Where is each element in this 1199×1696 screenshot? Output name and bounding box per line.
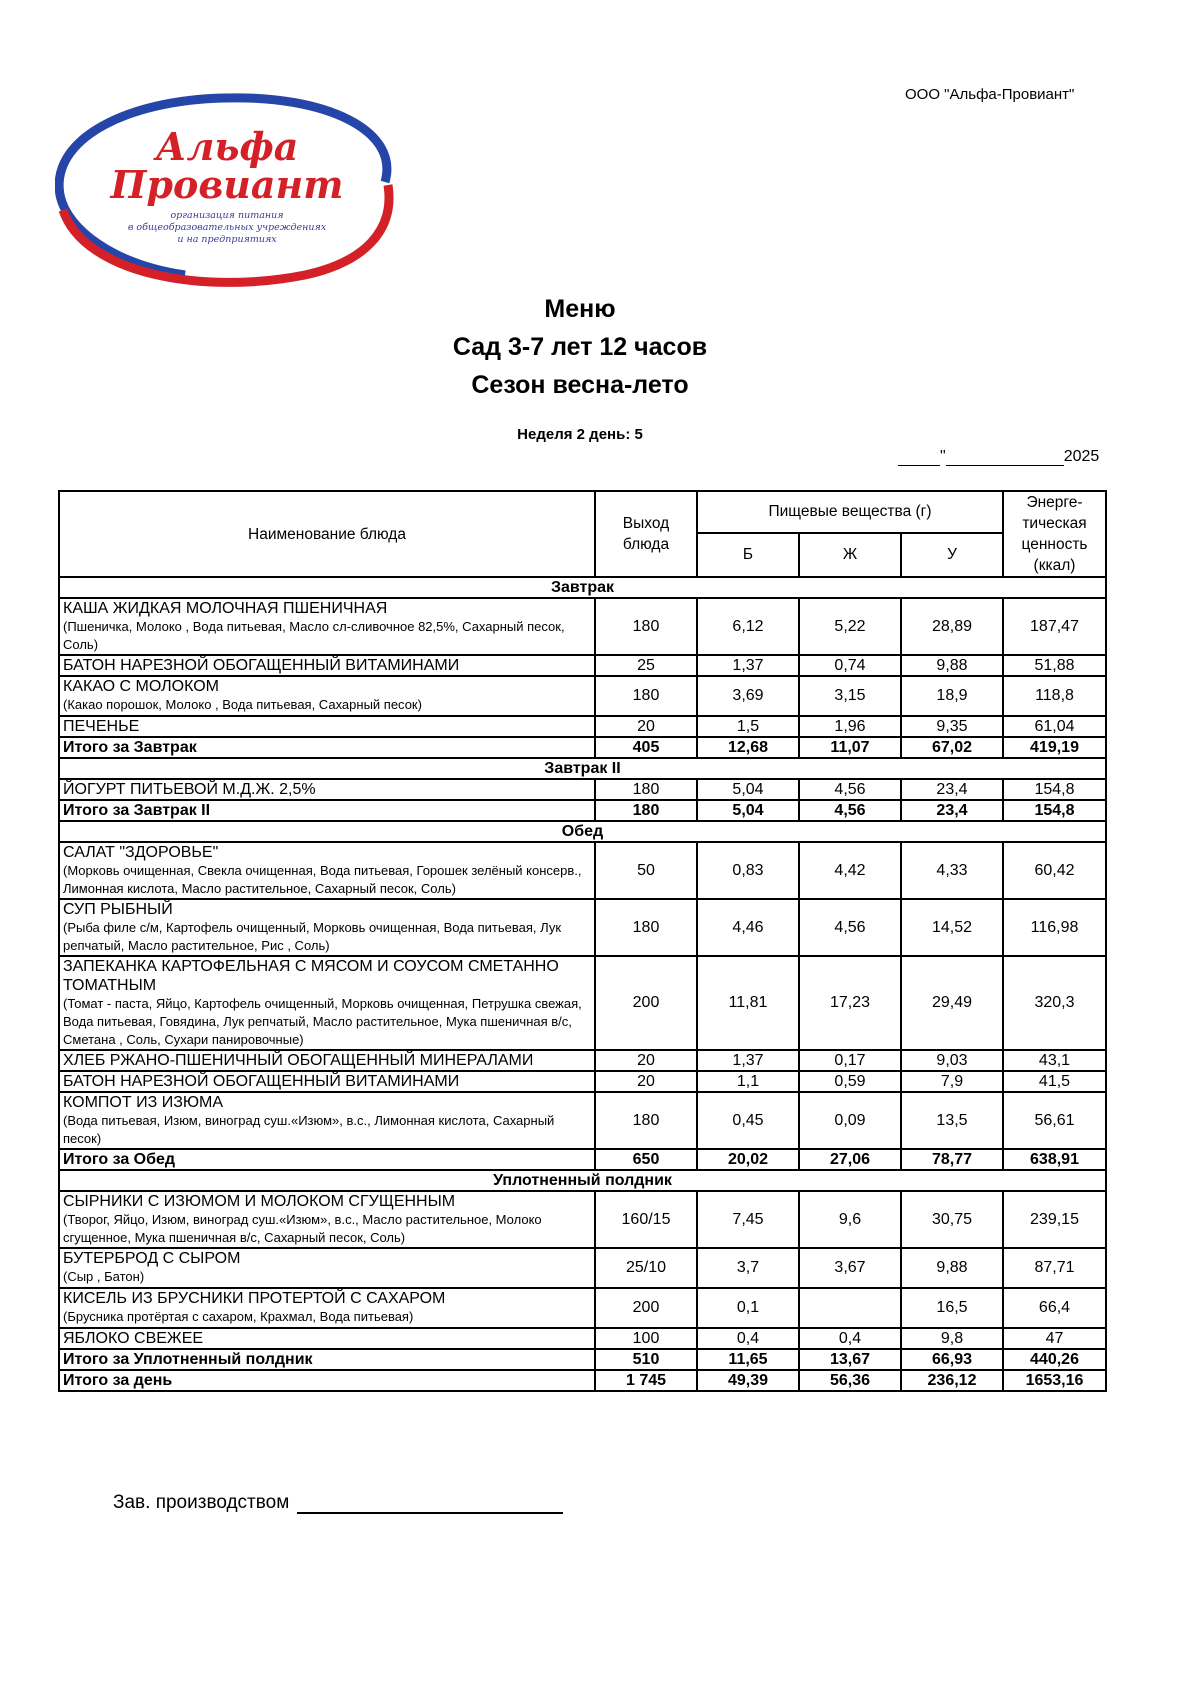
dish-name-cell [59, 1092, 595, 1149]
energy-cell: 47 [1003, 1328, 1106, 1349]
page-title: Меню [544, 295, 616, 323]
day-total-protein-cell: 49,39 [697, 1370, 799, 1391]
protein-cell: 0,4 [697, 1328, 799, 1349]
yield-cell: 20 [595, 1050, 697, 1071]
total-carbs-cell: 66,93 [901, 1349, 1003, 1370]
logo-tagline-2: в общеобразовательных учреждениях [127, 222, 327, 233]
carbs-cell: 13,5 [901, 1092, 1003, 1149]
fat-cell: 5,22 [799, 598, 901, 655]
header-fat: Ж [799, 533, 901, 577]
dish-ingredients: (Какао порошок, Молоко , Вода питьевая, Сахарный песок) [63, 697, 422, 712]
fat-cell: 9,6 [799, 1191, 901, 1248]
total-yield-cell: 180 [595, 800, 697, 821]
dish-row [59, 779, 1106, 800]
total-yield-cell: 405 [595, 737, 697, 758]
energy-cell: 43,1 [1003, 1050, 1106, 1071]
protein-cell: 3,7 [697, 1248, 799, 1288]
date-line [898, 448, 1099, 466]
day-total-label: Итого за день [59, 1370, 595, 1391]
dish-name: ЗАПЕКАНКА КАРТОФЕЛЬНАЯ С МЯСОМ И СОУСОМ СМЕТАННО ТОМАТНЫМ [63, 958, 559, 994]
fat-cell: 4,42 [799, 842, 901, 899]
total-yield-cell: 510 [595, 1349, 697, 1370]
energy-cell: 187,47 [1003, 598, 1106, 655]
total-energy-cell: 638,91 [1003, 1149, 1106, 1170]
carbs-cell: 23,4 [901, 779, 1003, 800]
energy-cell: 41,5 [1003, 1071, 1106, 1092]
date-year: 2025 [1063, 448, 1100, 465]
logo-tagline-3: и на предприятиях [177, 234, 277, 245]
section-total-row [59, 1149, 1106, 1170]
total-label: Итого за Завтрак II [59, 800, 595, 821]
dish-name-cell [59, 779, 595, 800]
total-energy-cell: 154,8 [1003, 800, 1106, 821]
yield-cell: 200 [595, 956, 697, 1050]
protein-cell: 6,12 [697, 598, 799, 655]
fat-cell: 0,09 [799, 1092, 901, 1149]
total-carbs-cell: 67,02 [901, 737, 1003, 758]
energy-cell: 116,98 [1003, 899, 1106, 956]
protein-cell: 1,5 [697, 716, 799, 737]
dish-row [59, 956, 1106, 1050]
dish-ingredients: (Сыр , Батон) [63, 1269, 145, 1284]
total-carbs-cell: 78,77 [901, 1149, 1003, 1170]
carbs-cell: 9,88 [901, 655, 1003, 676]
dish-row [59, 1248, 1106, 1288]
logo-name-2: Провиант [110, 162, 344, 207]
dish-row [59, 1050, 1106, 1071]
dish-ingredients: (Морковь очищенная, Свекла очищенная, Вода питьевая, Горошек зелёный консерв., Лимонная кислота, Масло растительное, Сахарный песок, Соль) [63, 863, 582, 896]
dish-name-cell [59, 716, 595, 737]
energy-cell: 61,04 [1003, 716, 1106, 737]
protein-cell: 5,04 [697, 779, 799, 800]
protein-cell: 1,37 [697, 655, 799, 676]
yield-cell: 50 [595, 842, 697, 899]
dish-row [59, 1328, 1106, 1349]
dish-name: БАТОН НАРЕЗНОЙ ОБОГАЩЕННЫЙ ВИТАМИНАМИ [63, 1073, 460, 1090]
dish-row [59, 1288, 1106, 1328]
section-total-row [59, 1349, 1106, 1370]
dish-name: СЫРНИКИ С ИЗЮМОМ И МОЛОКОМ СГУЩЕННЫМ [63, 1193, 456, 1210]
carbs-cell: 14,52 [901, 899, 1003, 956]
section-row [59, 577, 1106, 598]
fat-cell: 4,56 [799, 779, 901, 800]
carbs-cell: 9,03 [901, 1050, 1003, 1071]
dish-name: САЛАТ "ЗДОРОВЬЕ" [63, 844, 219, 861]
protein-cell: 3,69 [697, 676, 799, 716]
energy-cell: 320,3 [1003, 956, 1106, 1050]
dish-name-cell [59, 676, 595, 716]
dish-row [59, 842, 1106, 899]
yield-cell: 160/15 [595, 1191, 697, 1248]
date-month-blank [946, 450, 1064, 466]
dish-row [59, 1071, 1106, 1092]
carbs-cell: 28,89 [901, 598, 1003, 655]
section-row [59, 821, 1106, 842]
dish-name-cell [59, 655, 595, 676]
day-total-fat-cell: 56,36 [799, 1370, 901, 1391]
protein-cell: 1,1 [697, 1071, 799, 1092]
protein-cell: 1,37 [697, 1050, 799, 1071]
day-total-carbs-cell: 236,12 [901, 1370, 1003, 1391]
dish-name-cell [59, 899, 595, 956]
day-total-row [59, 1370, 1106, 1391]
carbs-cell: 7,9 [901, 1071, 1003, 1092]
dish-name-cell [59, 1191, 595, 1248]
total-label: Итого за Обед [59, 1149, 595, 1170]
dish-ingredients: (Брусника протёртая с сахаром, Крахмал, Вода питьевая) [63, 1309, 414, 1324]
header-energy: Энерге-тическая ценность (ккал) [1003, 491, 1106, 577]
total-fat-cell: 11,07 [799, 737, 901, 758]
fat-cell: 0,74 [799, 655, 901, 676]
page-subtitle: Сад 3-7 лет 12 часов [452, 333, 708, 361]
signature-block [113, 1492, 563, 1514]
total-energy-cell: 440,26 [1003, 1349, 1106, 1370]
dish-name: КОМПОТ ИЗ ИЗЮМА [63, 1094, 224, 1111]
header-carbs: У [901, 533, 1003, 577]
dish-name: БУТЕРБРОД С СЫРОМ [63, 1250, 241, 1267]
total-protein-cell: 12,68 [697, 737, 799, 758]
menu-table [58, 490, 1107, 1392]
dish-ingredients: (Рыба филе с/м, Картофель очищенный, Морковь очищенная, Вода питьевая, Лук репчатый, Масло растительное, Рис , Соль) [63, 920, 562, 953]
alfa-proviant-logo [55, 90, 395, 290]
company-name: ООО "Альфа-Провиант" [905, 86, 1075, 103]
section-row [59, 1170, 1106, 1191]
section-title: Уплотненный полдник [59, 1170, 1106, 1191]
yield-cell: 180 [595, 598, 697, 655]
total-label: Итого за Уплотненный полдник [59, 1349, 595, 1370]
dish-name-cell [59, 1248, 595, 1288]
energy-cell: 66,4 [1003, 1288, 1106, 1328]
yield-cell: 180 [595, 676, 697, 716]
dish-row [59, 598, 1106, 655]
fat-cell: 17,23 [799, 956, 901, 1050]
section-title: Завтрак II [59, 758, 1106, 779]
yield-cell: 180 [595, 1092, 697, 1149]
fat-cell: 3,15 [799, 676, 901, 716]
section-total-row [59, 800, 1106, 821]
yield-cell: 25/10 [595, 1248, 697, 1288]
yield-cell: 100 [595, 1328, 697, 1349]
carbs-cell: 9,35 [901, 716, 1003, 737]
signature-label: Зав. производством [113, 1492, 290, 1513]
dish-name-cell [59, 1328, 595, 1349]
dish-name: ПЕЧЕНЬЕ [63, 718, 140, 735]
dish-row [59, 676, 1106, 716]
header-yield: Выход блюда [595, 491, 697, 577]
dish-name-cell [59, 842, 595, 899]
total-fat-cell: 13,67 [799, 1349, 901, 1370]
dish-name: БАТОН НАРЕЗНОЙ ОБОГАЩЕННЫЙ ВИТАМИНАМИ [63, 657, 460, 674]
carbs-cell: 4,33 [901, 842, 1003, 899]
signature-line [297, 1494, 563, 1514]
header-dish-name: Наименование блюда [59, 491, 595, 577]
dish-name: ХЛЕБ РЖАНО-ПШЕНИЧНЫЙ ОБОГАЩЕННЫЙ МИНЕРАЛАМИ [63, 1052, 534, 1069]
protein-cell: 11,81 [697, 956, 799, 1050]
carbs-cell: 9,8 [901, 1328, 1003, 1349]
protein-cell: 0,83 [697, 842, 799, 899]
dish-name-cell [59, 956, 595, 1050]
dish-name: КАША ЖИДКАЯ МОЛОЧНАЯ ПШЕНИЧНАЯ [63, 600, 388, 617]
date-day-blank [898, 450, 940, 466]
fat-cell: 0,17 [799, 1050, 901, 1071]
logo-name-1: Альфа [155, 124, 299, 169]
logo-tagline-1: организация питания [170, 210, 284, 221]
energy-cell: 154,8 [1003, 779, 1106, 800]
fat-cell: 0,59 [799, 1071, 901, 1092]
total-fat-cell: 27,06 [799, 1149, 901, 1170]
total-fat-cell: 4,56 [799, 800, 901, 821]
energy-cell: 60,42 [1003, 842, 1106, 899]
yield-cell: 200 [595, 1288, 697, 1328]
yield-cell: 180 [595, 899, 697, 956]
yield-cell: 20 [595, 1071, 697, 1092]
dish-row [59, 1092, 1106, 1149]
fat-cell: 1,96 [799, 716, 901, 737]
carbs-cell: 18,9 [901, 676, 1003, 716]
carbs-cell: 30,75 [901, 1191, 1003, 1248]
carbs-cell: 16,5 [901, 1288, 1003, 1328]
dish-name: КИСЕЛЬ ИЗ БРУСНИКИ ПРОТЕРТОЙ С САХАРОМ [63, 1290, 446, 1307]
yield-cell: 20 [595, 716, 697, 737]
dish-row [59, 1191, 1106, 1248]
fat-cell [799, 1288, 901, 1328]
dish-ingredients: (Томат - паста, Яйцо, Картофель очищенный, Морковь очищенная, Петрушка свежая, Вода питьевая, Говядина, Лук репчатый, Масло растительное, Мука пшеничная в/с, Сметана , Соль, Сухари панировочные) [63, 996, 582, 1047]
fat-cell: 4,56 [799, 899, 901, 956]
carbs-cell: 9,88 [901, 1248, 1003, 1288]
dish-ingredients: (Пшеничка, Молоко , Вода питьевая, Масло сл-сливочное 82,5%, Сахарный песок, Соль) [63, 619, 565, 652]
dish-row [59, 655, 1106, 676]
total-carbs-cell: 23,4 [901, 800, 1003, 821]
dish-name-cell [59, 598, 595, 655]
yield-cell: 180 [595, 779, 697, 800]
dish-name: ЯБЛОКО СВЕЖЕЕ [63, 1330, 204, 1347]
total-protein-cell: 20,02 [697, 1149, 799, 1170]
day-total-energy-cell: 1653,16 [1003, 1370, 1106, 1391]
header-protein: Б [697, 533, 799, 577]
dish-ingredients: (Вода питьевая, Изюм, виноград суш.«Изюм», в.с., Лимонная кислота, Сахарный песок) [63, 1113, 555, 1146]
section-title: Завтрак [59, 577, 1106, 598]
dish-ingredients: (Творог, Яйцо, Изюм, виноград суш.«Изюм», в.с., Масло растительное, Молоко сгущенное, Мука пшеничная в/с, Сахарный песок, Соль) [63, 1212, 542, 1245]
energy-cell: 118,8 [1003, 676, 1106, 716]
menu-body [59, 577, 1106, 1391]
date-quote: " [940, 448, 946, 465]
total-protein-cell: 5,04 [697, 800, 799, 821]
dish-row [59, 716, 1106, 737]
total-label: Итого за Завтрак [59, 737, 595, 758]
total-protein-cell: 11,65 [697, 1349, 799, 1370]
energy-cell: 239,15 [1003, 1191, 1106, 1248]
total-energy-cell: 419,19 [1003, 737, 1106, 758]
energy-cell: 51,88 [1003, 655, 1106, 676]
fat-cell: 3,67 [799, 1248, 901, 1288]
week-day-label: Неделя 2 день: 5 [517, 426, 643, 443]
dish-name: КАКАО С МОЛОКОМ [63, 678, 219, 695]
energy-cell: 87,71 [1003, 1248, 1106, 1288]
carbs-cell: 29,49 [901, 956, 1003, 1050]
dish-name-cell [59, 1071, 595, 1092]
protein-cell: 4,46 [697, 899, 799, 956]
section-row [59, 758, 1106, 779]
dish-name: ЙОГУРТ ПИТЬЕВОЙ М.Д.Ж. 2,5% [63, 781, 316, 798]
protein-cell: 7,45 [697, 1191, 799, 1248]
section-total-row [59, 737, 1106, 758]
yield-cell: 25 [595, 655, 697, 676]
protein-cell: 0,45 [697, 1092, 799, 1149]
section-title: Обед [59, 821, 1106, 842]
dish-row [59, 899, 1106, 956]
title-block [0, 290, 1160, 404]
dish-name-cell [59, 1288, 595, 1328]
season-title: Сезон весна-лето [471, 371, 689, 399]
header-nutrients: Пищевые вещества (г) [697, 491, 1003, 533]
dish-name: СУП РЫБНЫЙ [63, 901, 173, 918]
energy-cell: 56,61 [1003, 1092, 1106, 1149]
protein-cell: 0,1 [697, 1288, 799, 1328]
dish-name-cell [59, 1050, 595, 1071]
total-yield-cell: 650 [595, 1149, 697, 1170]
day-total-yield-cell: 1 745 [595, 1370, 697, 1391]
fat-cell: 0,4 [799, 1328, 901, 1349]
